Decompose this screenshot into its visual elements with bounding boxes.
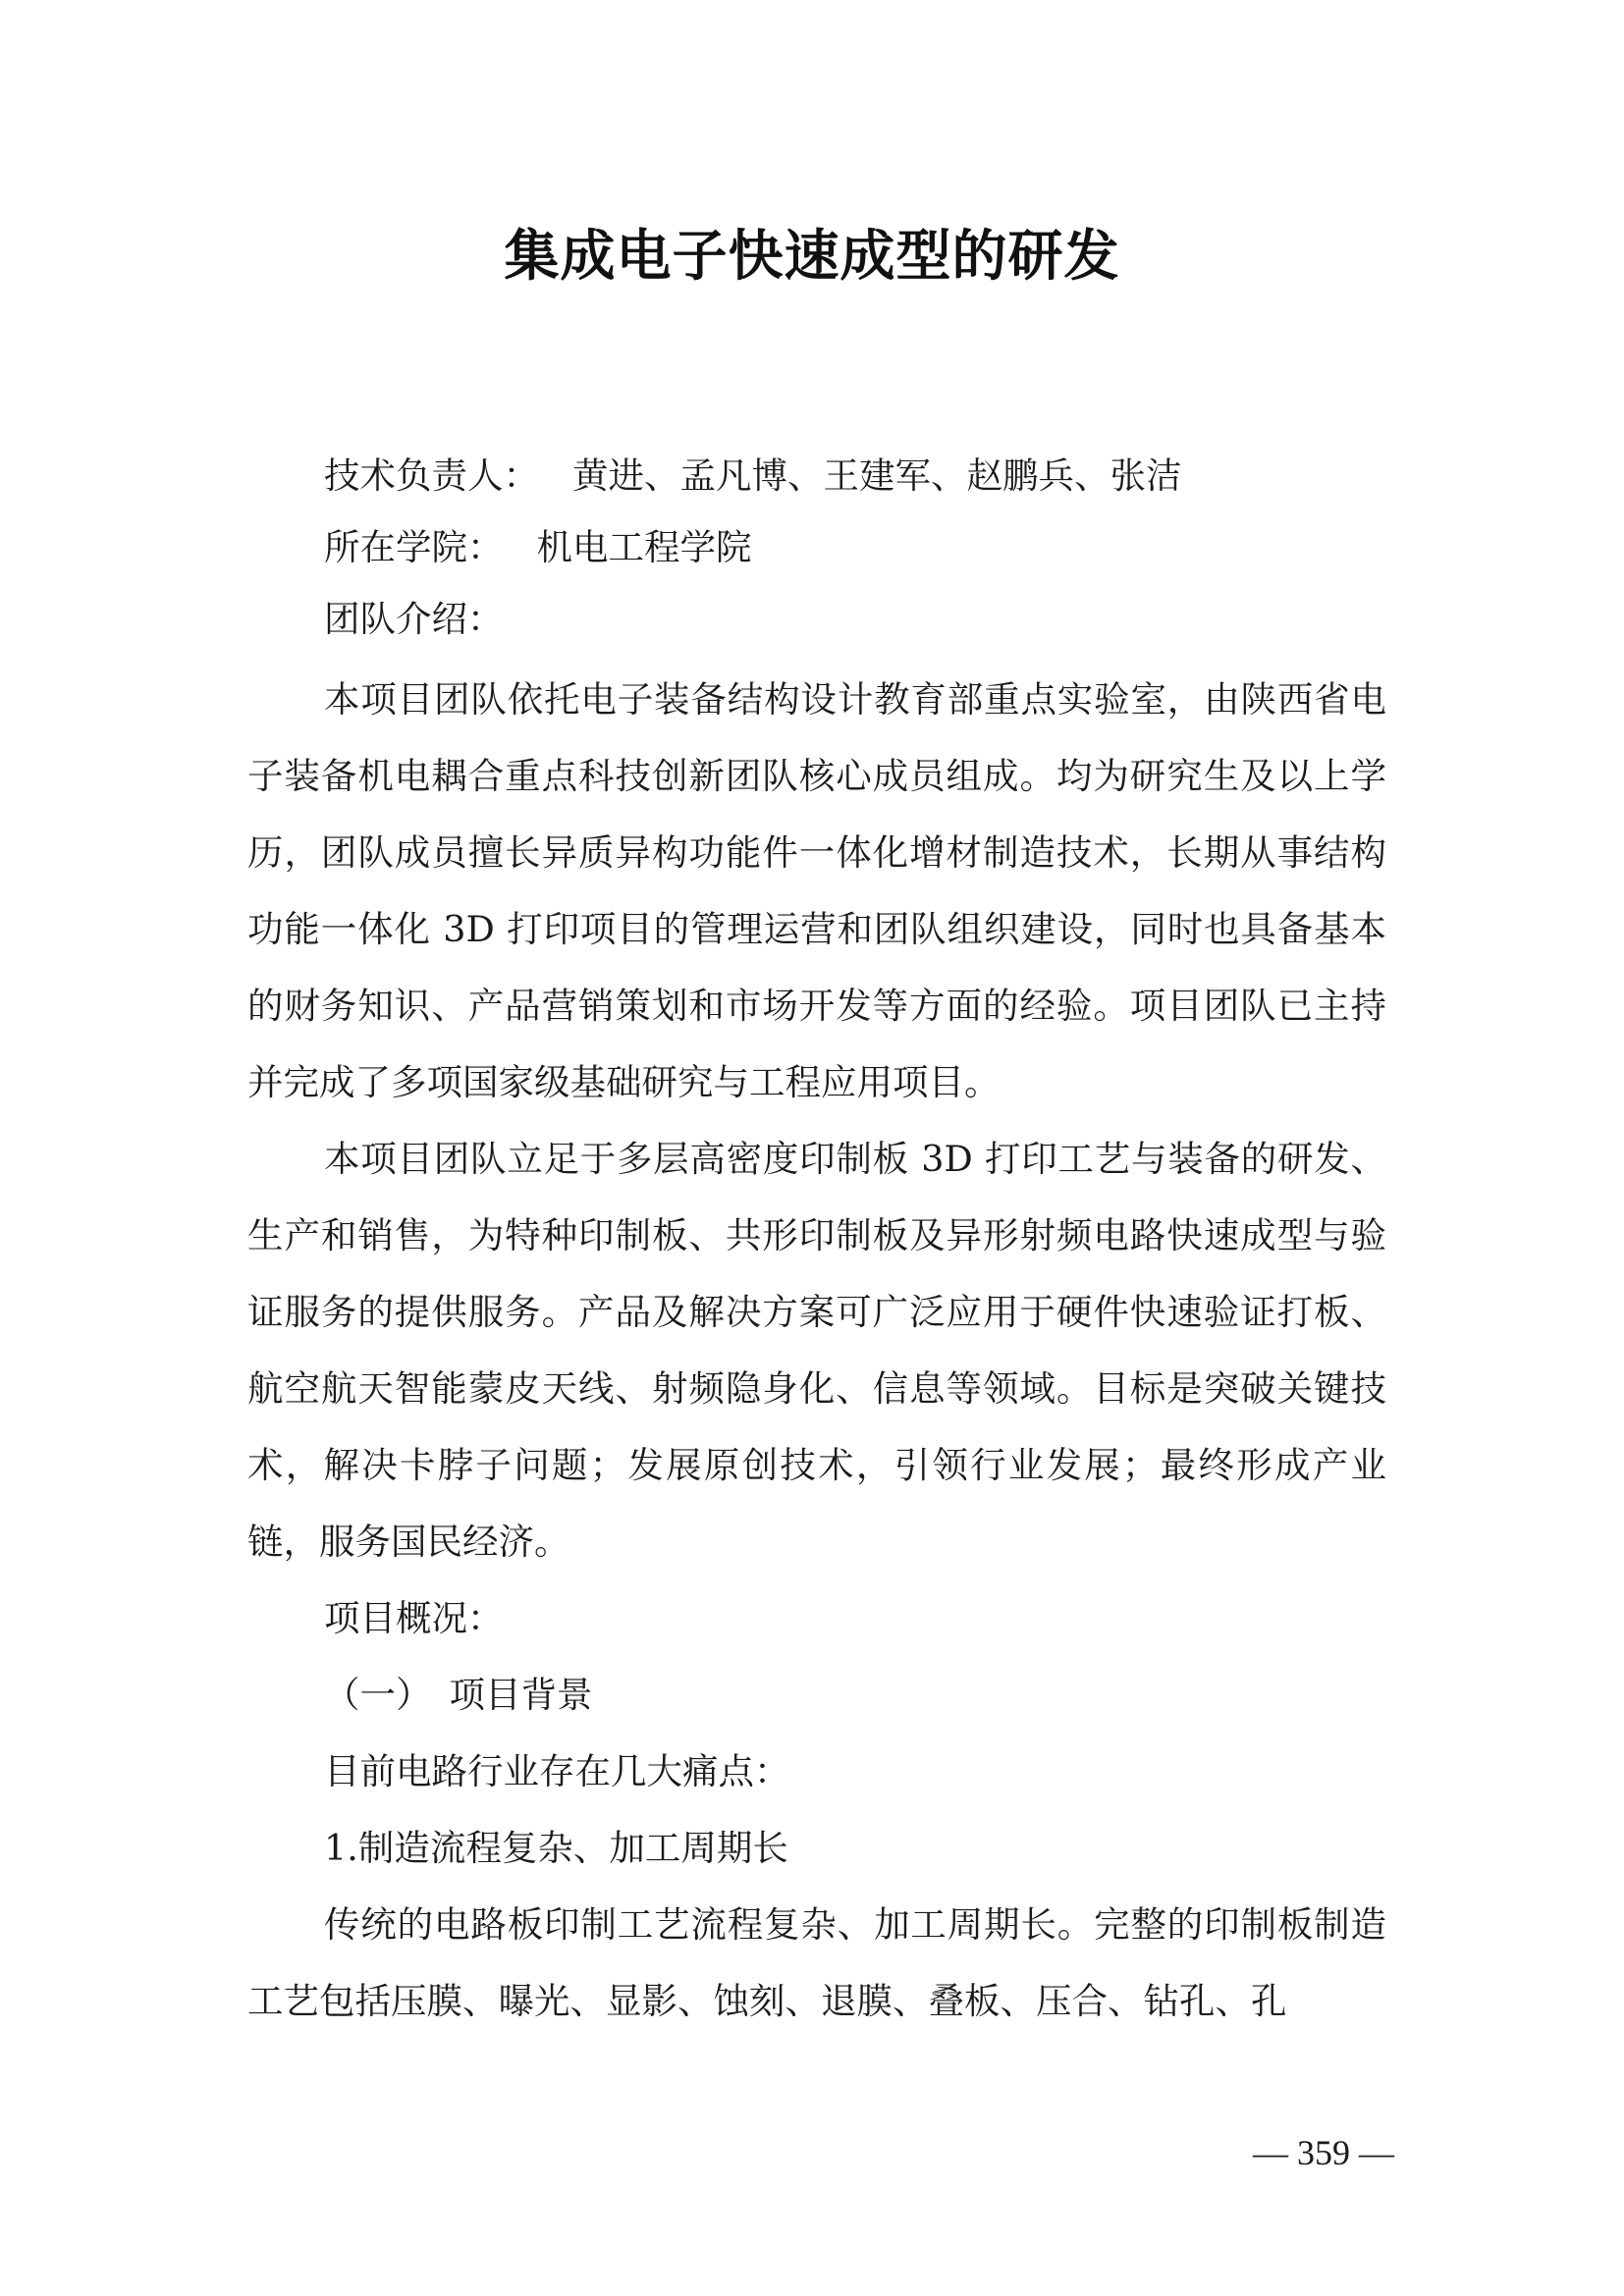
point-1-title: 1.制造流程复杂、加工周期长 <box>324 1827 788 1869</box>
college-line <box>247 511 1386 583</box>
pain-points-intro: 目前电路行业存在几大痛点： <box>324 1750 790 1792</box>
section-title: 项目背景 <box>449 1674 593 1716</box>
section-heading <box>247 1657 1386 1734</box>
team-paragraph: 本项目团队依托电子装备结构设计教育部重点实验室，由陕西省电子装备机电耦合重点科技创新团队核心成员组成。均为研究生及以上学历，团队成员擅长异质异构功能件一体化增材制造技术，长期从事结构功能一体化 3D 打印项目的管理运营和团队组织建设，同时也具备基本的财务知识、产品营销策划和市场开发等方面的经验。项目团队已主持并完成了多项国家级基础研究与工程应用项目。 <box>247 678 1386 1103</box>
team-paragraph: 本项目团队立足于多层高密度印制板 3D 打印工艺与装备的研发、生产和销售，为特种印制板、共形印制板及异形射频电路快速成型与验证服务的提供服务。产品及解决方案可广泛应用于硬件快速验证打板、航空航天智能蒙皮天线、射频隐身化、信息等领域。目标是突破关键技术，解决卡脖子问题；发展原创技术，引领行业发展；最终形成产业链，服务国民经济。 <box>247 1138 1386 1563</box>
college-label: 所在学院： <box>324 526 504 568</box>
section-number: （一） <box>324 1674 432 1716</box>
main-body <box>247 662 1386 2040</box>
tech-lead-line <box>247 440 1386 511</box>
college-value: 机电工程学院 <box>536 526 752 568</box>
tech-lead-label: 技术负责人： <box>324 454 539 497</box>
page-number: — 359 — <box>1253 2133 1394 2172</box>
page-title: 集成电子快速成型的研发 <box>504 225 1120 289</box>
tech-lead-value: 黄进、孟凡博、王建军、赵鹏兵、张洁 <box>572 454 1182 497</box>
project-meta <box>247 440 1386 655</box>
point-1-paragraph: 传统的电路板印制工艺流程复杂、加工周期长。完整的印制板制造工艺包括压膜、曝光、显影、蚀刻、退膜、叠板、压合、钻孔、孔 <box>247 1903 1386 2022</box>
team-intro-label: 团队介绍： <box>324 598 504 640</box>
project-overview-label: 项目概况： <box>324 1597 504 1639</box>
